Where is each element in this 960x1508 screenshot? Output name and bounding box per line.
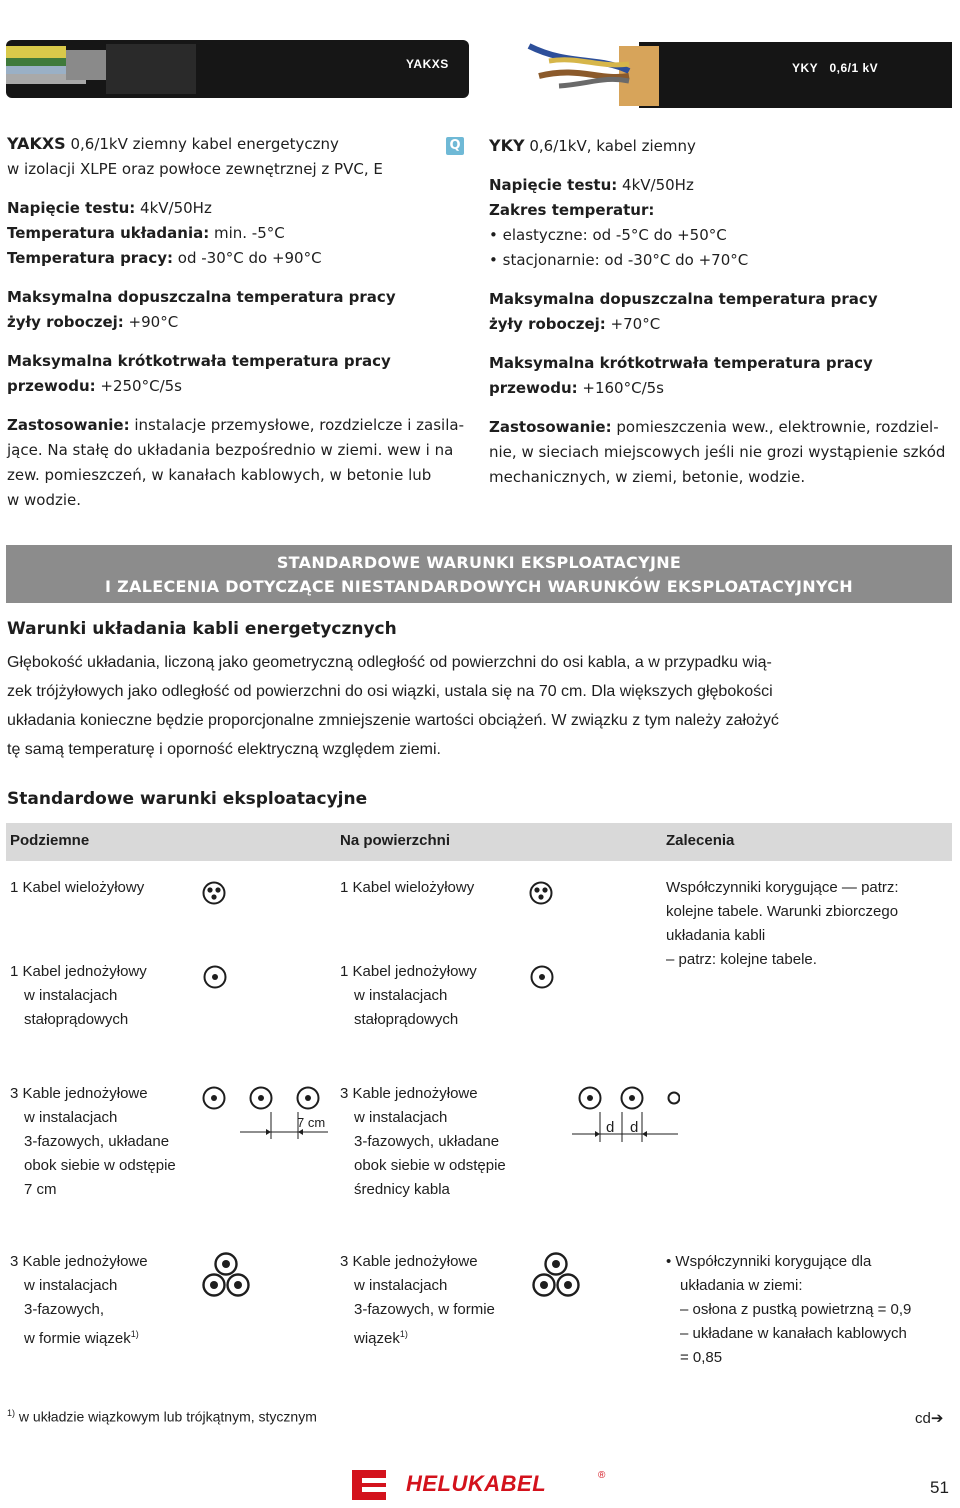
footnote-marker: 1) — [7, 1408, 16, 1418]
cell-line: obok siebie w odstępie — [354, 1157, 506, 1174]
yakxs-title-line2: w izolacji XLPE oraz powłoce zewnętrznej z PVC, E — [7, 160, 383, 178]
paragraph-line: tę samą temperaturę i oporność elektryczną względem ziemi. — [7, 741, 441, 758]
section-banner — [6, 545, 952, 603]
r1-underground-label: 1 Kabel wielożyłowy — [10, 879, 145, 896]
footnote — [7, 1408, 317, 1425]
trefoil-cables-icon — [202, 1252, 250, 1298]
yky-short-temp-label: Maksymalna krótkotrwała temperatura pracy — [489, 354, 873, 372]
rec-text: Współczynniki korygujące dla — [675, 1253, 872, 1270]
cell-line: 1 Kabel jednożyłowy — [10, 963, 147, 980]
yky-application: Zastosowanie: pomieszczenia wew., elektrownie, rozdziel- — [489, 418, 939, 436]
cell-text: w formie wiązek — [24, 1330, 131, 1347]
cell-line: w instalacjach — [24, 987, 118, 1004]
rec-line: – osłona z pustką powietrzną = 0,9 — [680, 1301, 912, 1318]
yakxs-application-line2: jące. Na stałę do układania bezpośrednio w ziemi. wew i na — [7, 441, 454, 459]
diameter-label-2: d — [630, 1119, 639, 1136]
r2-underground-label — [10, 960, 147, 1032]
yky-stationary: • stacjonarnie: od -30°C do +70°C — [489, 251, 749, 269]
helukabel-wordmark: HELUKABEL — [406, 1471, 547, 1496]
yky-cable-photo — [489, 6, 952, 124]
footnote-marker: 1) — [130, 1329, 139, 1339]
single-core-cable-icon — [203, 965, 227, 989]
rec-line: układania w ziemi: — [680, 1277, 803, 1294]
laying-heading: Warunki układania kabli energetycznych — [7, 619, 397, 639]
yakxs-max-temp-label: Maksymalna dopuszczalna temperatura pracy — [7, 288, 396, 306]
cell-text: wiązek — [354, 1330, 400, 1347]
paragraph-line: zek trójżyłowych jako odległość od powierzchni do osi wiązki, ustala się na 70 cm. Dla większych głębokości — [7, 683, 773, 700]
yky-test-voltage: Napięcie testu: 4kV/50Hz — [489, 176, 694, 194]
diameter-label-1: d — [606, 1119, 615, 1136]
footnote-text: w układzie wiązkowym lub trójkątnym, stycznym — [15, 1408, 317, 1425]
cell-line: w instalacjach — [354, 1277, 448, 1294]
rec-line: = 0,85 — [680, 1349, 723, 1366]
yakxs-application-line4: w wodzie. — [7, 491, 82, 509]
single-core-cable-icon — [530, 965, 554, 989]
r3-underground-label — [10, 1082, 176, 1202]
cell-line: stałoprądowych — [354, 1011, 459, 1028]
cell-line: 3 Kable jednożyłowe — [10, 1085, 148, 1102]
yakxs-test-voltage: Napięcie testu: 4kV/50Hz — [7, 199, 212, 217]
yakxs-cable-photo — [6, 6, 469, 124]
r2-surface-label — [340, 960, 477, 1032]
cell-line: obok siebie w odstępie — [24, 1157, 176, 1174]
r4-underground-label — [10, 1250, 148, 1351]
yky-application-line2: nie, w sieciach miejscowych jeśli nie grozi wystąpienie szkód — [489, 443, 946, 461]
yakxs-print: YAKXS — [406, 57, 449, 71]
three-cables-diameter-spaced-icon — [570, 1084, 680, 1144]
yakxs-short-temp: przewodu: +250°C/5s — [7, 377, 182, 395]
multicore-cable-icon — [529, 881, 553, 905]
yky-max-temp-label: Maksymalna dopuszczalna temperatura pracy — [489, 290, 878, 308]
recommendation-1 — [666, 876, 956, 972]
cell-line — [10, 1322, 148, 1351]
rec-line: kolejne tabele. Warunki zbiorczego — [666, 903, 899, 920]
standard-conditions-heading: Standardowe warunki eksploatacyjne — [7, 789, 368, 809]
spacing-7cm-label: 7 cm — [297, 1115, 326, 1130]
helukabel-logo-icon — [352, 1470, 386, 1500]
yakxs-short-temp-label: Maksymalna krótkotrwała temperatura pracy — [7, 352, 391, 370]
footnote-marker: 1) — [399, 1329, 408, 1339]
yakxs-work-temp: Temperatura pracy: od -30°C do +90°C — [7, 249, 322, 267]
banner-line2: I ZALECENIA DOTYCZĄCE NIESTANDARDOWYCH WARUNKÓW EKSPLOATACYJNYCH — [105, 577, 853, 596]
cell-line: 3 Kable jednożyłowe — [10, 1253, 148, 1270]
cell-line: 3-fazowych, układane — [354, 1133, 500, 1150]
rec-line: – patrz: kolejne tabele. — [666, 951, 817, 968]
cell-line: 7 cm — [24, 1181, 57, 1198]
yakxs-spec — [7, 131, 472, 513]
multicore-cable-icon — [202, 881, 226, 905]
yky-application-line3: mechanicznych, w ziemi, betonie, wodzie. — [489, 468, 806, 486]
cell-line: w instalacjach — [354, 1109, 448, 1126]
banner-line1: STANDARDOWE WARUNKI EKSPLOATACYJNE — [276, 553, 682, 572]
continued-link[interactable]: cd➔ — [915, 1410, 944, 1427]
paragraph-line: układania konieczne będzie proporcjonalne zmniejszenie wartości obciążeń. W związku z tym należy założyć — [7, 712, 779, 729]
cell-line: 3 Kable jednożyłowe — [340, 1085, 478, 1102]
cell-line: średnicy kabla — [354, 1181, 450, 1198]
col-underground: Podziemne — [10, 832, 90, 849]
yky-elastic: • elastyczne: od -5°C do +50°C — [489, 226, 727, 244]
yky-temp-range-label: Zakres temperatur: — [489, 201, 655, 219]
cell-line: 1 Kabel jednożyłowy — [340, 963, 477, 980]
cell-line — [340, 1322, 495, 1351]
col-surface: Na powierzchni — [340, 832, 451, 849]
yakxs-max-temp: żyły roboczej: +90°C — [7, 313, 179, 331]
rec-line: – układane w kanałach kablowych — [680, 1325, 907, 1342]
cell-line: 3-fazowych, układane — [24, 1133, 170, 1150]
cell-line: 3-fazowych, — [24, 1301, 105, 1318]
yky-print: YKY 0,6/1 kV — [792, 61, 879, 75]
trefoil-cables-icon — [532, 1252, 580, 1298]
cell-line: 3 Kable jednożyłowe — [340, 1253, 478, 1270]
laying-paragraph — [7, 648, 957, 764]
yky-title: YKY 0,6/1kV, kabel ziemny — [489, 136, 696, 155]
r4-surface-label — [340, 1250, 495, 1351]
rec-line: Współczynniki korygujące — patrz: — [666, 879, 899, 896]
q-badge: Q — [446, 137, 464, 155]
yky-short-temp: przewodu: +160°C/5s — [489, 379, 664, 397]
rec-line: układania kabli — [666, 927, 766, 944]
registered-mark: ® — [598, 1470, 606, 1481]
page-number: 51 — [930, 1478, 949, 1497]
cell-line: w instalacjach — [354, 987, 448, 1004]
yakxs-application: Zastosowanie: instalacje przemysłowe, rozdzielcze i zasila- — [7, 416, 464, 434]
paragraph-line: Głębokość układania, liczoną jako geometryczną odległość od powierzchni do osi kabla, a w przypadku wią- — [7, 654, 772, 671]
cell-line: w instalacjach — [24, 1109, 118, 1126]
rec-line: • Współczynniki korygujące dla — [666, 1253, 872, 1270]
cell-line: w instalacjach — [24, 1277, 118, 1294]
r3-surface-label — [340, 1082, 506, 1202]
cell-line: 3-fazowych, w formie — [354, 1301, 495, 1318]
yakxs-laying-temp: Temperatura układania: min. -5°C — [7, 224, 285, 242]
yky-max-temp: żyły roboczej: +70°C — [489, 315, 661, 333]
cell-line: stałoprądowych — [24, 1011, 129, 1028]
table-header — [6, 823, 952, 861]
r1-surface-label: 1 Kabel wielożyłowy — [340, 879, 475, 896]
recommendation-2 — [666, 1250, 956, 1370]
yakxs-application-line3: zew. pomieszczeń, w kanałach kablowych, w betonie lub — [7, 466, 432, 484]
yakxs-title: YAKXS 0,6/1kV ziemny kabel energetyczny — [7, 134, 339, 153]
col-recommendations: Zalecenia — [666, 832, 735, 849]
yky-spec — [489, 133, 954, 490]
